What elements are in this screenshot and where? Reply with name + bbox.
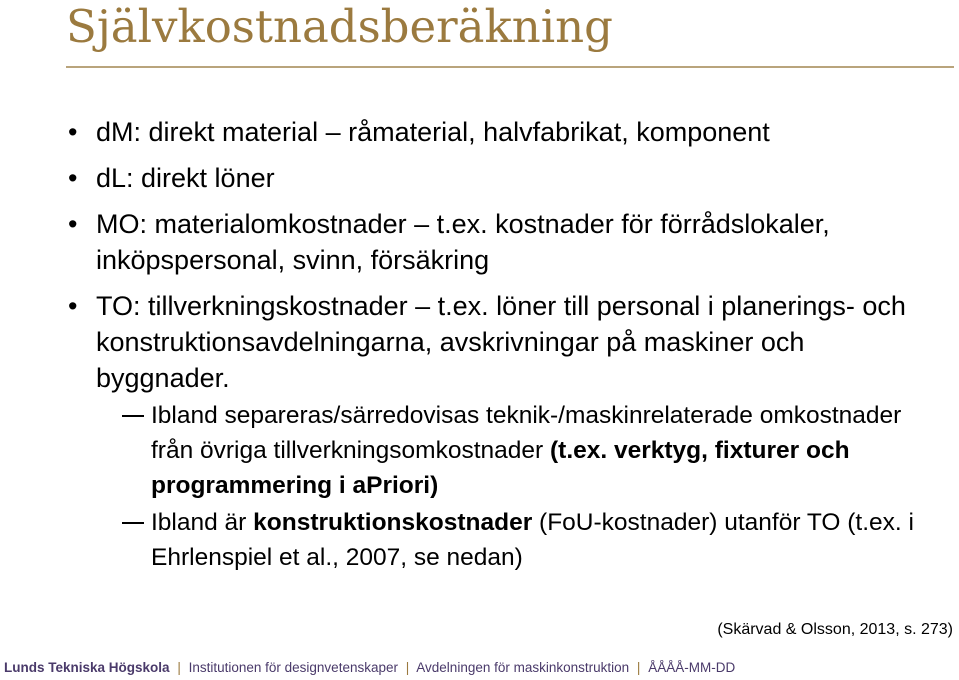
- footer-date-code: ÅÅÅÅ-MM-DD: [648, 660, 736, 675]
- footer-text: [4, 660, 735, 675]
- bullet-icon: •: [68, 291, 78, 321]
- sub-bullet-text: Ibland är: [151, 509, 254, 536]
- bullet-icon: •: [68, 117, 78, 147]
- bullet-item: [62, 114, 942, 150]
- footer-institution: Institutionen för designvetenskaper: [188, 660, 398, 675]
- dash-icon: [122, 415, 144, 417]
- bullet-text: TO: tillverkningskostnader – t.ex. löner till personal i planerings- och konstruktionsavdelningarna, avskrivningar på maskiner och byggnader.: [96, 291, 906, 393]
- sub-bullet-item: [62, 398, 942, 503]
- footer-separator: |: [177, 660, 181, 675]
- bullet-text: dM: direkt material – råmaterial, halvfabrikat, komponent: [96, 117, 770, 147]
- dash-icon: [122, 522, 144, 524]
- slide-body: [62, 114, 942, 575]
- bullet-text: dL: direkt löner: [96, 163, 275, 193]
- footer-division: Avdelningen för maskinkonstruktion: [416, 660, 630, 675]
- sub-bullet-text: Ibland separeras/särredovisas teknik-/maskinrelaterade omkostnader från övriga tillverkningsomkostnader: [151, 402, 902, 464]
- footer-university: Lunds Tekniska Högskola: [4, 660, 170, 675]
- footer-separator: |: [405, 660, 410, 675]
- title-divider: [66, 66, 954, 68]
- footer-separator: |: [636, 660, 641, 675]
- bullet-icon: •: [68, 163, 78, 193]
- slide-title: Självkostnadsberäkning: [66, 0, 613, 53]
- footer: [0, 653, 959, 680]
- sub-bullet-text: (FoU-kostnader) utanför TO (t.ex. i Ehrlenspiel et al., 2007, se nedan): [151, 509, 914, 571]
- bullet-item: [62, 206, 942, 278]
- bullet-icon: •: [68, 209, 78, 239]
- bullet-text: MO: materialomkostnader – t.ex. kostnader för förrådslokaler, inköpspersonal, svinn, försäkring: [96, 209, 830, 275]
- sub-bullet-bold-text: (t.ex. verktyg, fixturer och programmering i aPriori): [151, 437, 850, 499]
- citation: (Skärvad & Olsson, 2013, s. 273): [717, 621, 953, 638]
- bullet-item: [62, 288, 942, 396]
- sub-bullet-bold-text: konstruktionskostnader: [253, 509, 533, 536]
- sub-bullet-item: [62, 505, 942, 575]
- bullet-item: [62, 160, 942, 196]
